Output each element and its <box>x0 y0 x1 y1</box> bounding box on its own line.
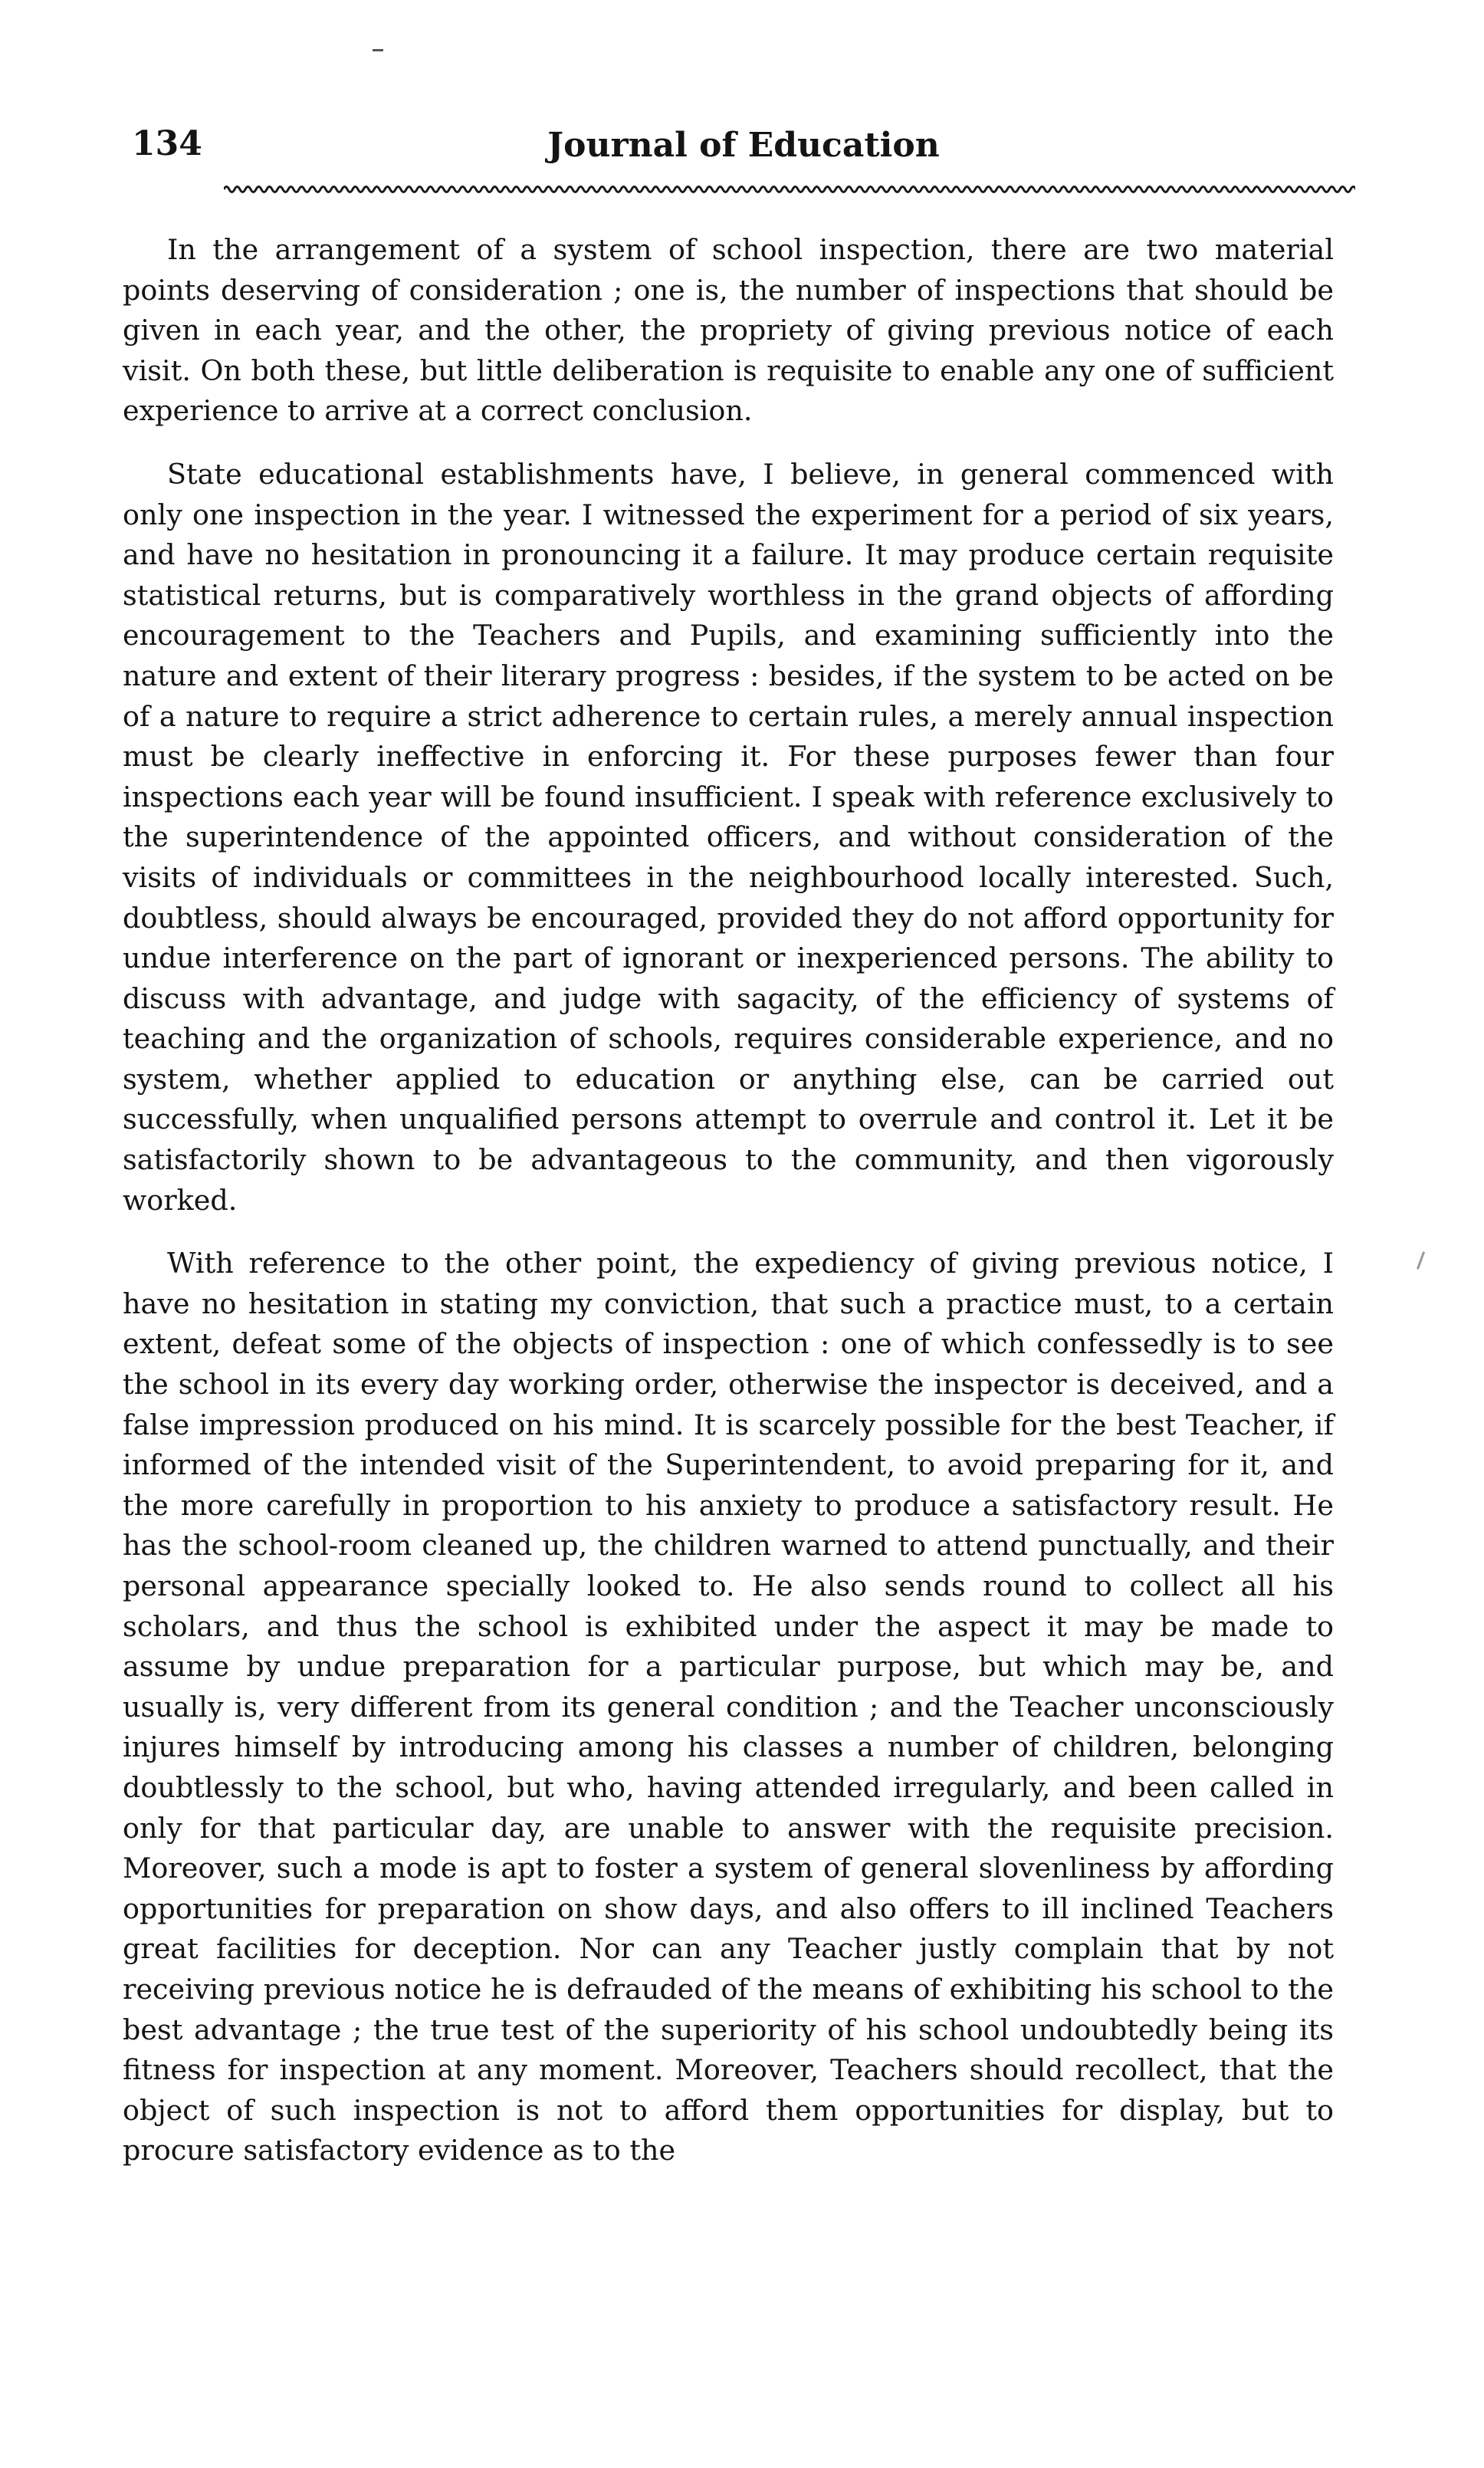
header-rule <box>224 181 1355 198</box>
running-title: Journal of Education <box>547 126 940 165</box>
page-number: 134 <box>132 124 202 163</box>
body-text <box>123 230 1334 2194</box>
stray-ink-mark <box>373 49 383 51</box>
paragraph-1: In the arrangement of a system of school inspection, there are two material points deserving of consideration ; one is, the number of inspections that should be given in each year, and the other, the propriety of giving previous notice of each visit. On both these, but little deliberation is requisite to enable any one of sufficient experience to arrive at a correct conclusion. <box>123 233 1334 428</box>
paragraph-2: State educational establishments have, I believe, in general commenced with only one inspection in the year. I witnessed the experiment for a period of six years, and have no hesitation in pronouncing it a failure. It may produce certain requisite statistical returns, but is comparatively worthless in the grand objects of affording encouragement to the Teachers and Pupils, and examining sufficiently into the nature and extent of their literary progress : besides, if the system to be acted on be of a nature to require a strict adherence to certain rules, a merely annual inspection must be clearly ineffective in enforcing it. For these purposes fewer than four inspections each year will be found insufficient. I speak with reference exclusively to the superintendence of the appointed officers, and without consideration of the visits of individuals or committees in the neighbourhood locally interested. Such, doubtless, should always be encouraged, provided they do not afford opportunity for undue interference on the part of ignorant or inexperienced persons. The ability to discuss with advantage, and judge with sagacity, of the efficiency of systems of teaching and the organization of schools, requires considerable experience, and no system, whether applied to education or anything else, can be carried out successfully, when unqualified persons attempt to overrule and control it. Let it be satisfactorily shown to be advantageous to the community, and then vigorously worked. <box>123 457 1334 1217</box>
margin-mark <box>1417 1251 1425 1270</box>
paragraph-3: With reference to the other point, the expediency of giving previous notice, I have no hesitation in stating my conviction, that such a practice must, to a certain extent, defeat some of the objects of inspection : one of which confessedly is to see the school in its every day working order, otherwise the inspector is deceived, and a false impression produced on his mind. It is scarcely possible for the best Teacher, if informed of the intended visit of the Superintendent, to avoid preparing for it, and the more carefully in proportion to his anxiety to produce a satisfactory result. He has the school-room cleaned up, the children warned to attend punctually, and their personal appearance specially looked to. He also sends round to collect all his scholars, and thus the school is exhibited under the aspect it may be made to assume by undue preparation for a particular purpose, but which may be, and usually is, very different from its general condition ; and the Teacher unconsciously injures himself by introducing among his classes a number of children, belonging doubtlessly to the school, but who, having attended irregularly, and been called in only for that particular day, are unable to answer with the requisite precision. Moreover, such a mode is apt to foster a system of general slovenliness by affording opportunities for preparation on show days, and also offers to ill inclined Teachers great facilities for deception. Nor can any Teacher justly complain that by not receiving previous notice he is defrauded of the means of exhibiting his school to the best advantage ; the true test of the superiority of his school undoubtedly being its fitness for inspection at any moment. Moreover, Teachers should recollect, that the object of such inspection is not to afford them opportunities for display, but to procure satisfactory evidence as to the <box>123 1247 1334 2167</box>
